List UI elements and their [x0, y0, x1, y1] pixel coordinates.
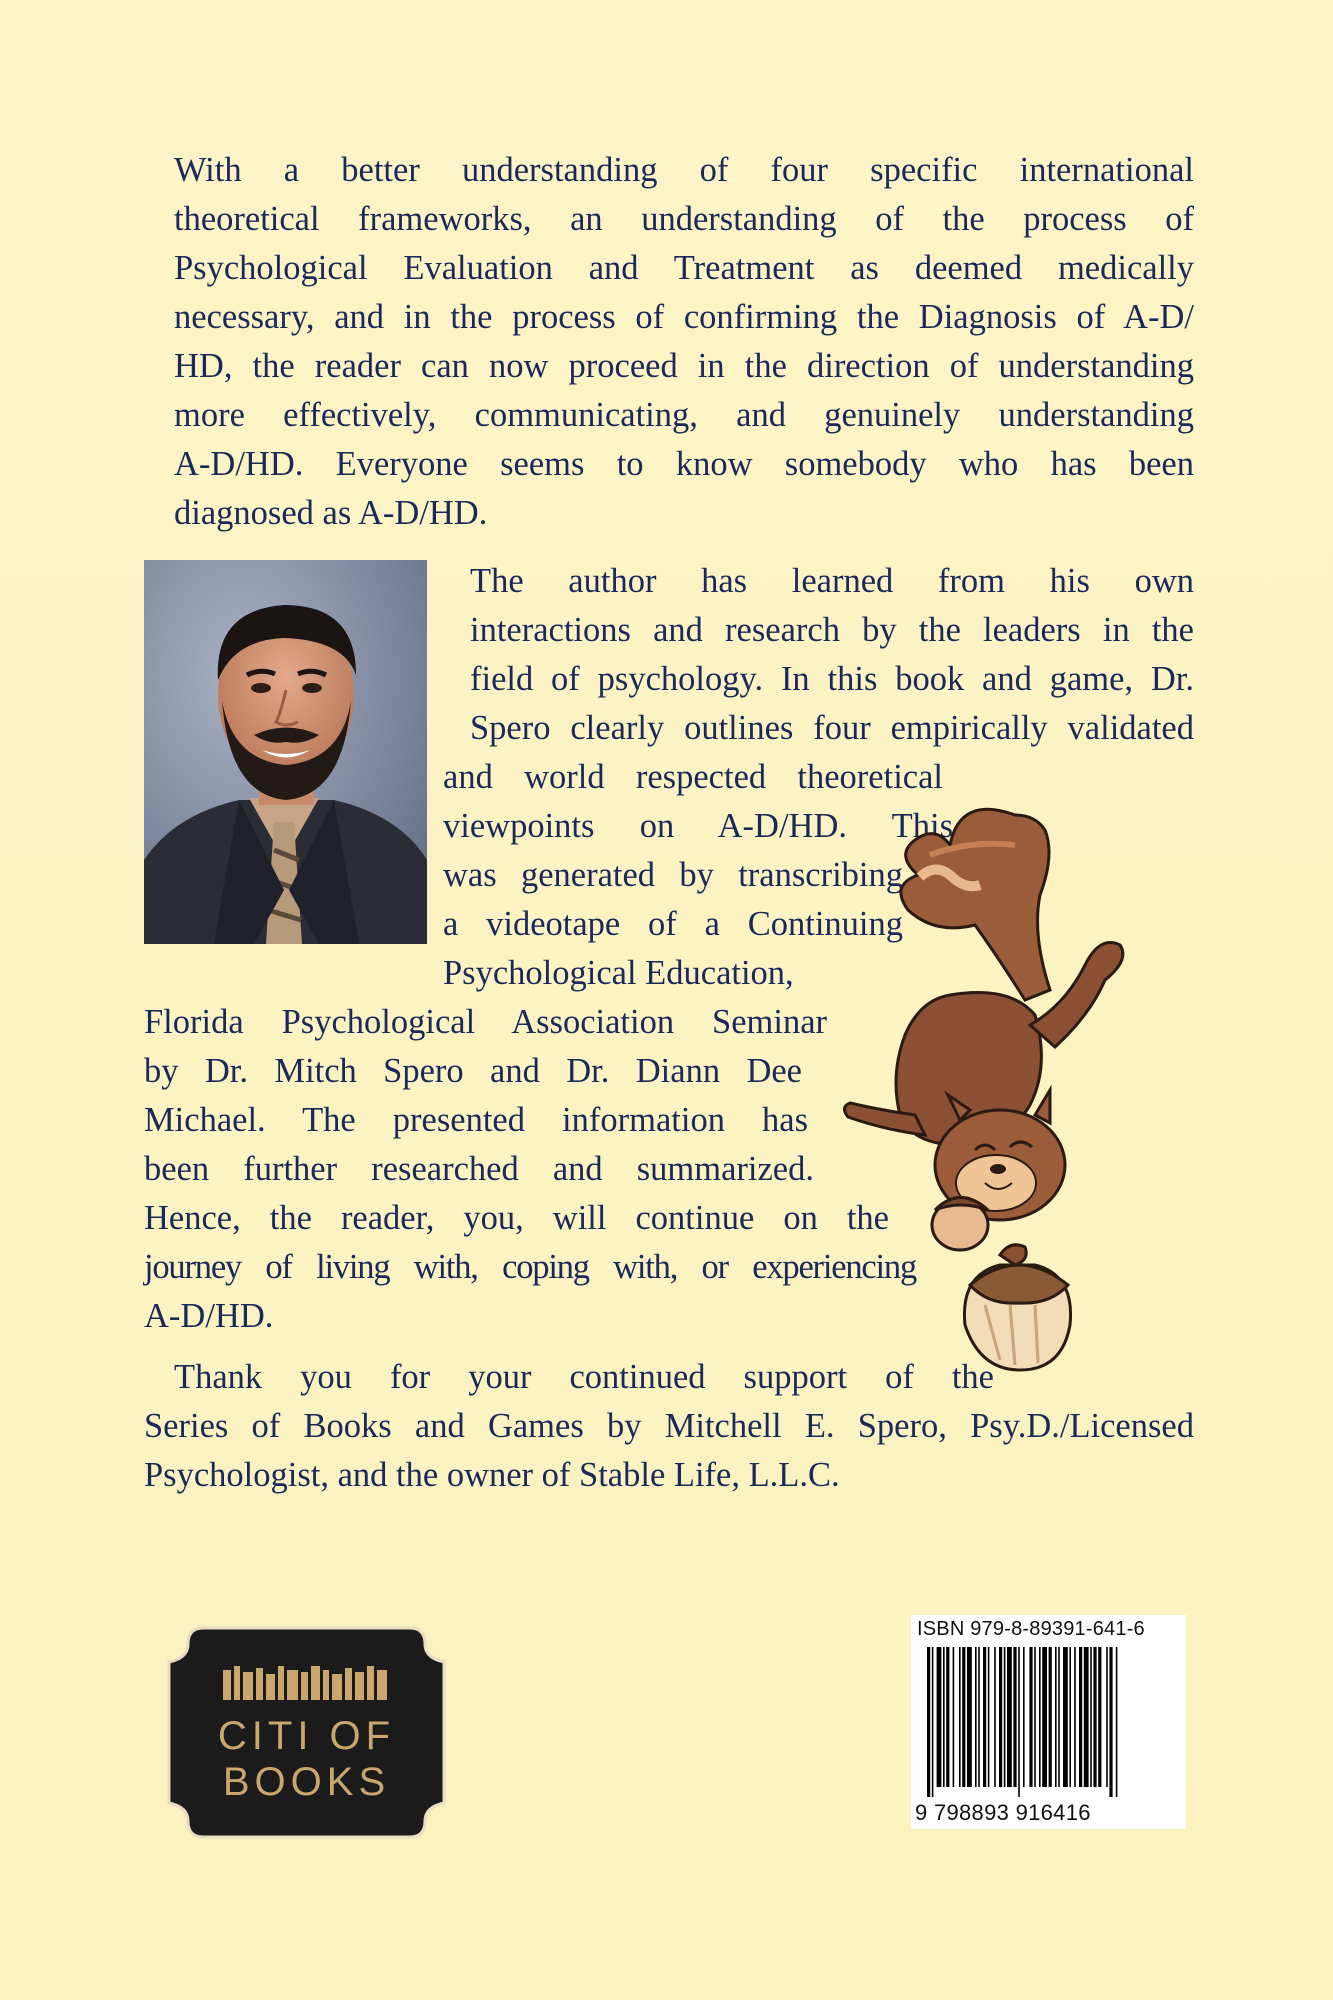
author-paragraph-top	[470, 557, 1194, 753]
barcode-bar	[1116, 1647, 1118, 1797]
barcode-bar	[1079, 1647, 1082, 1787]
text-line: viewpoints on A-D/HD. This	[443, 807, 953, 845]
author-portrait-image	[144, 560, 427, 944]
publisher-name-line1: CITI OF	[217, 1714, 396, 1758]
barcode-bar	[1023, 1647, 1025, 1787]
barcode-bar	[1029, 1647, 1032, 1787]
barcode-bar	[988, 1647, 990, 1787]
text-line: and world respected theoretical	[443, 758, 943, 796]
text-line: theoretical frameworks, an understanding of the process of	[174, 200, 1194, 238]
barcode-bar	[1069, 1647, 1071, 1787]
barcode-bar	[1055, 1647, 1057, 1787]
text-line: was generated by transcribing	[443, 856, 903, 894]
barcode-bar	[1063, 1647, 1068, 1787]
text-line: diagnosed as A-D/HD.	[174, 494, 488, 532]
barcode-bar	[927, 1647, 930, 1797]
barcode-bar	[1093, 1647, 1096, 1787]
text-line: Spero clearly outlines four empirically validated	[470, 709, 1194, 747]
text-line: Psychological Education,	[443, 954, 794, 992]
isbn-barcode	[911, 1615, 1186, 1829]
barcode-bar	[1098, 1647, 1101, 1787]
barcode-bar	[1034, 1647, 1036, 1787]
text-line: Thank you for your continued support of the	[174, 1358, 994, 1396]
barcode-bar	[946, 1647, 949, 1787]
text-line: by Dr. Mitch Spero and Dr. Diann Dee	[144, 1052, 802, 1090]
barcode-bar	[1106, 1647, 1108, 1787]
publisher-name-line2: BOOKS	[222, 1760, 391, 1804]
barcode-bar	[975, 1647, 977, 1787]
barcode-bar	[1013, 1647, 1016, 1787]
barcode-bar	[1109, 1647, 1112, 1797]
barcode-bar	[978, 1647, 980, 1787]
text-line: Series of Books and Games by Mitchell E. Spero, Psy.D./Licensed	[144, 1407, 1194, 1445]
text-line: interactions and research by the leaders in the	[470, 611, 1194, 649]
text-line: Psychologist, and the owner of Stable Life, L.L.C.	[144, 1456, 840, 1494]
barcode-bar	[1039, 1647, 1041, 1787]
barcode-bar	[967, 1647, 972, 1787]
text-line: A-D/HD. Everyone seems to know somebody who has been	[174, 445, 1194, 483]
text-line: Florida Psychological Association Seminar	[144, 1003, 827, 1041]
barcode-bar	[1042, 1647, 1047, 1787]
text-line: Hence, the reader, you, will continue on the	[144, 1199, 889, 1237]
barcode-bar	[999, 1647, 1002, 1787]
text-line: more effectively, communicating, and genuinely understanding	[174, 396, 1194, 434]
barcode-bar	[932, 1647, 934, 1797]
barcode-bar	[953, 1647, 955, 1787]
barcode-bar	[1007, 1647, 1012, 1787]
author-photo	[144, 560, 427, 944]
author-paragraph-bottom	[144, 998, 916, 1341]
publisher-logo	[163, 1622, 450, 1843]
text-line: necessary, and in the process of confirming the Diagnosis of A-D/	[174, 298, 1194, 336]
barcode-bar	[1074, 1647, 1076, 1787]
barcode-bar	[1090, 1647, 1092, 1787]
barcode-bar	[1004, 1647, 1006, 1787]
text-line: Psychological Evaluation and Treatment as deemed medically	[174, 249, 1194, 287]
text-line: a videotape of a Continuing	[443, 905, 903, 943]
barcode-bars	[917, 1647, 1180, 1797]
isbn-label: ISBN 979-8-89391-641-6	[917, 1618, 1145, 1640]
barcode-bar	[962, 1647, 965, 1787]
intro-paragraph	[144, 146, 1194, 538]
text-line: The author has learned from his own	[470, 562, 1194, 600]
thanks-paragraph	[144, 1353, 1194, 1500]
barcode-bar	[943, 1647, 945, 1787]
squirrel-illustration	[800, 785, 1220, 1385]
text-line: field of psychology. In this book and game, Dr.	[470, 660, 1194, 698]
text-line: With a better understanding of four specific international	[174, 151, 1194, 189]
text-line: A-D/HD.	[144, 1297, 274, 1335]
barcode-bar	[959, 1647, 961, 1787]
text-line: been further researched and summarized.	[144, 1150, 814, 1188]
barcode-bar	[994, 1647, 996, 1787]
text-line: HD, the reader can now proceed in the direction of understanding	[174, 347, 1194, 385]
barcode-bar	[983, 1647, 986, 1787]
barcode-digits: 9 798893 916416	[915, 1800, 1091, 1825]
barcode-bar	[1058, 1647, 1060, 1787]
text-line: journey of living with, coping with, or experiencing	[144, 1248, 916, 1286]
barcode-bar	[1018, 1647, 1020, 1797]
text-line: Michael. The presented information has	[144, 1101, 808, 1139]
barcode-bar	[1084, 1647, 1089, 1787]
barcode-bar	[1049, 1647, 1052, 1787]
barcode-bar	[937, 1647, 942, 1787]
